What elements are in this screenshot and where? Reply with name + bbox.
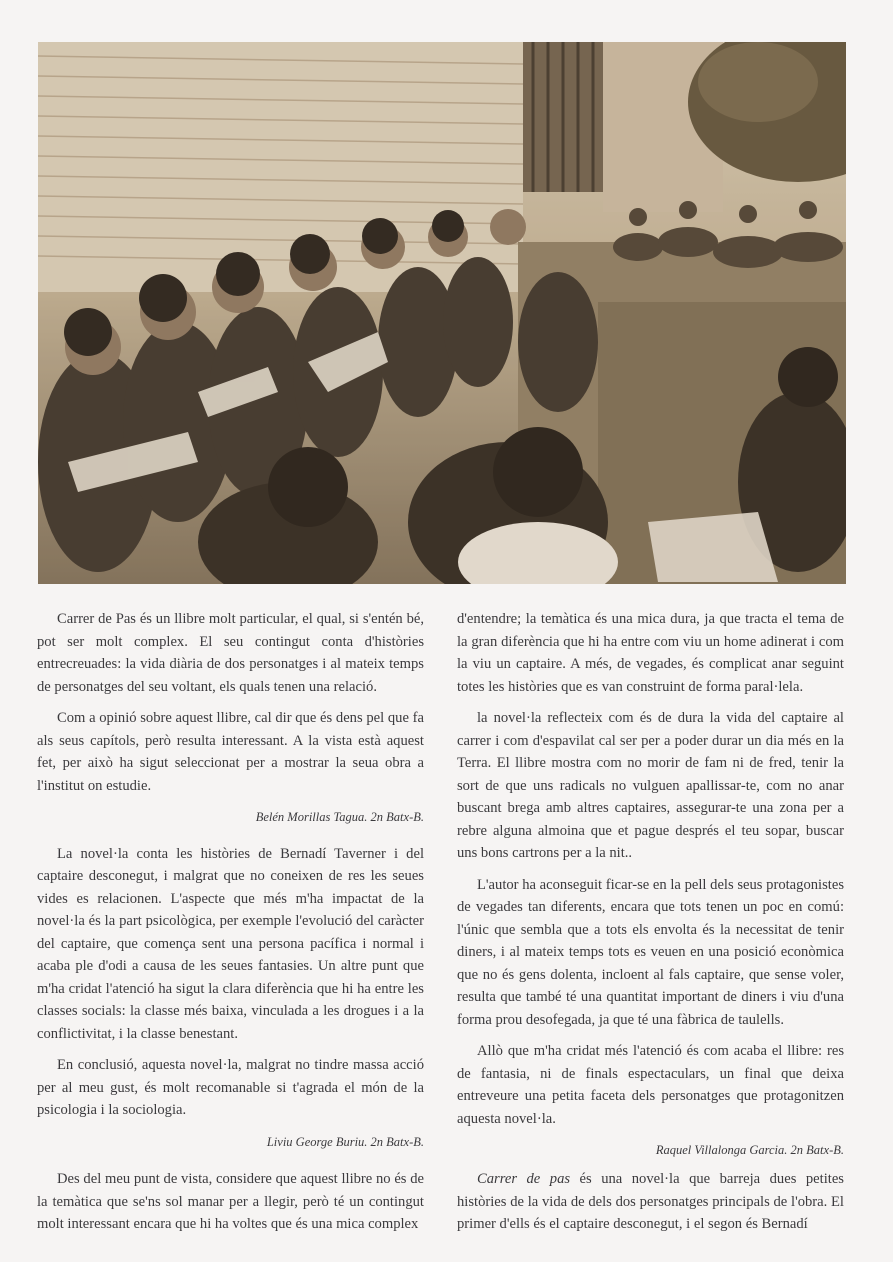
paragraph: Des del meu punt de vista, considere que aquest llibre no és de la temàtica que se'ns sol manar per a llegir, però té un contingut molt interessant encara que hi ha voltes que és una mica complex [37,1171,424,1232]
left-column-bottom [37,1168,424,1245]
signature: Belén Morillas Tagua. 2n Batx-B. [255,810,424,824]
paragraph: la novel·la reflecteix com és de dura la vida del captaire al carrer i com d'espavilat cal ser per a poder durar un dia més en la Terra. El llibre mostra com no morir de fam ni de fred, tenir la sort de que uns radicals no vulguen apallissar-te, com no anar buscant brega amb altres captaires, assegurar-te una zona per a rebre alguna almoina que et pague després el teu sopar, buscar uns bons cartrons per a la nit.. [457,710,844,861]
students-reading-outdoors-photo-icon [38,42,846,584]
students-reading-photo [38,42,846,584]
signature: Liviu George Buriu. 2n Batx-B. [266,1134,424,1149]
book-title: Carrer de pas [477,1171,571,1187]
paragraph: Allò que m'ha cridat més l'atenció és com acaba el llibre: res de fantasia, ni de finals espectaculars, un final que deixa entreveure una petita faceta dels personatges que protagonitzen aquesta novel·la. [457,1043,844,1127]
paragraph: La novel·la conta les històries de Bernadí Taverner i del captaire desconegut, i malgrat que no coneixen de res les seues vides es relacionen. L'aspecte que més m'ha impactat de la novel·la és la part psicològica, per exemple l'evolució del caràcter del captaire, que comença sent una persona pacífica i normal i acaba ple d'odi a causa de les seues fantasies. Un altre punt que m'ha cridat l'atenció ha sigut la clara diferència que hi ha entre les classes socials: la classe més baixa, vinculada a les drogues i a la conflictivitat, i la classe benestant. [37,845,424,1042]
paragraph: En conclusió, aquesta novel·la, malgrat no tindre massa acció per al meu gust, és molt recomanable si t'agrada el món de la psicologia i la sociologia. [37,1057,424,1118]
paragraph: L'autor ha aconseguit ficar-se en la pell dels seus protagonistes de vegades tan diferents, encara que tots tenen un poc en comú: l'únic que sembla que a tots els envolta és la necessitat de tenir diners, i al mateix temps tots es veuen en una posició econòmica que no és gens dolenta, incloent al fals captaire, que sense voler, resulta que també té una quantitat important de diners i viu d'una forma prou desofegada, ja que té una fàbrica de taulells. [457,876,844,1028]
paragraph [457,1168,844,1236]
paragraph: Carrer de Pas és un llibre molt particular, el qual, si s'entén bé, pot ser molt complex. El seu contingut conta d'històries entrecreuades: la vida diària de dos personatges i al mateix temps de personatges del seu voltant, els quals tenen una relació. [37,611,424,695]
signature: Raquel Villalonga Garcia. 2n Batx-B. [655,1143,844,1157]
right-column [457,608,844,1176]
right-column-bottom [457,1168,844,1245]
paragraph-text: és una novel·la que barreja dues petites històries de la vida de dels dos personatges principals de l'obra. El primer d'ells és el captaire desconegut, i el segon és Bernadí [457,1171,844,1232]
left-column [37,608,424,1167]
paragraph: Com a opinió sobre aquest llibre, cal dir que és dens pel que fa als seus capítols, però resulta interessant. A la vista està aquest fet, per això ha sigut seleccionat per a mostrar la seua obra a l'institut on estudie. [37,710,424,794]
paragraph: d'entendre; la temàtica és una mica dura, ja que tracta el tema de la gran diferència que hi ha entre com viu un home adinerat i com la viu un captaire. A més, de vegades, és complicat anar seguint totes les històries que es van construint de forma paral·lela. [457,611,844,695]
